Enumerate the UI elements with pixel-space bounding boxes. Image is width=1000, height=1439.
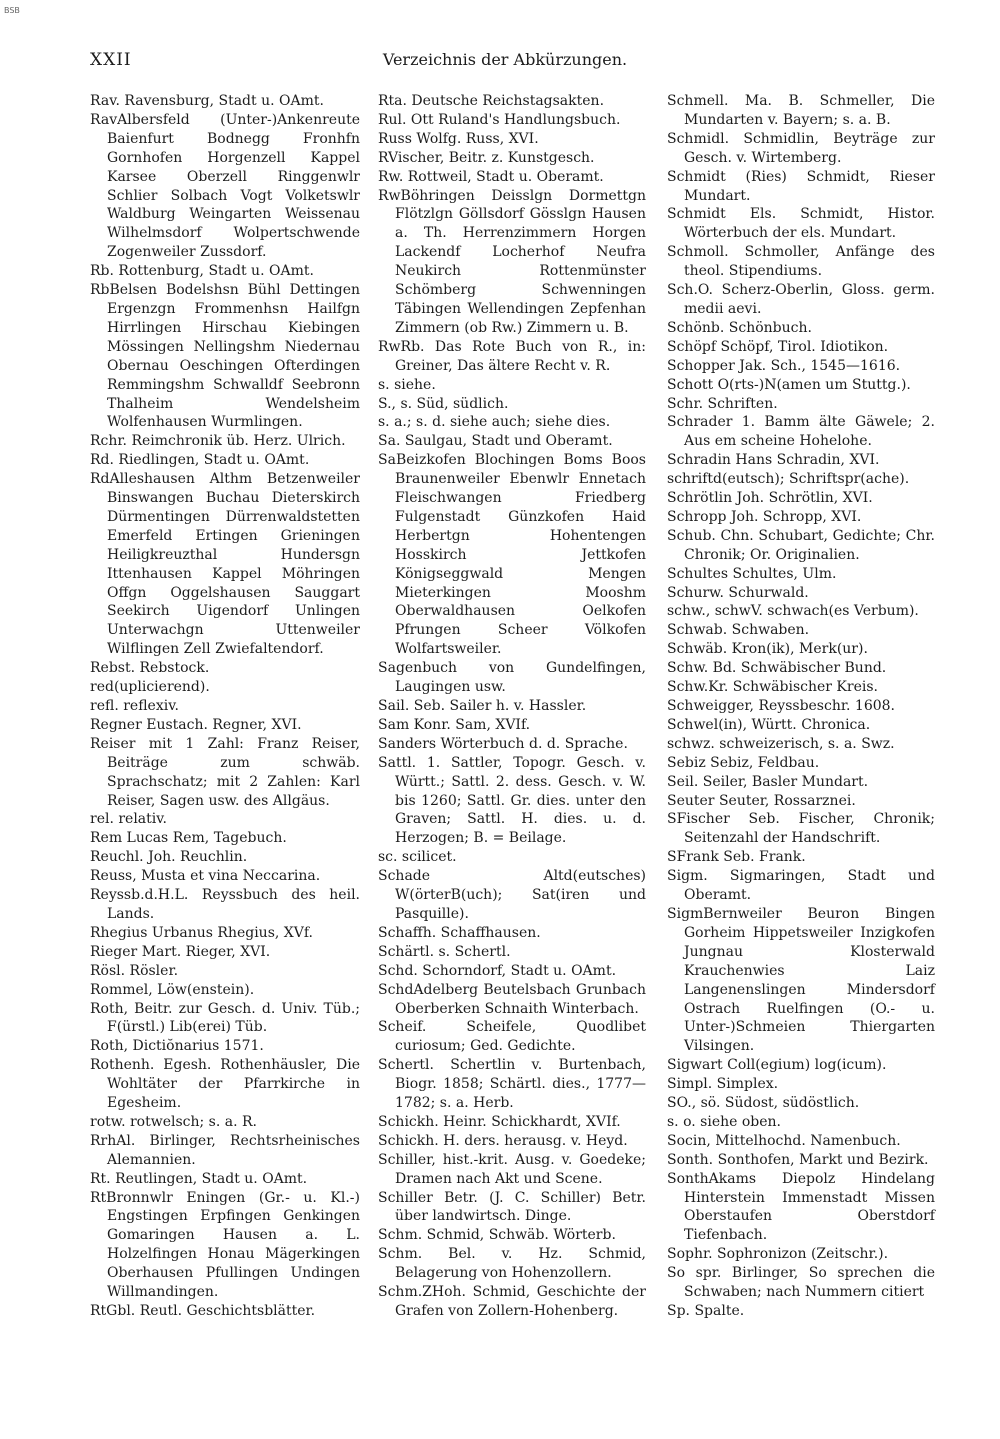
abbreviation-entry: Socin, Mittelhochd. Namenbuch. — [667, 1132, 901, 1149]
abbreviation-entry: Reiser mit 1 Zahl: Franz Reiser, Beiträge zum schwäb. Sprachschatz; mit 2 Zahlen: Karl Reiser, Sagen usw. des Allgäus. — [90, 735, 360, 809]
abbreviation-entry: Reuss, Musta et vina Neccarina. — [90, 868, 321, 885]
abbreviation-entry: Schmell. Ma. B. Schmeller, Die Mundarten v. Bayern; s. a. B. — [667, 93, 935, 128]
abbreviation-entry: Sp. Spalte. — [667, 1303, 745, 1319]
abbreviation-entry: Rta. Deutsche Reichstagsakten. — [378, 93, 605, 109]
abbreviation-entry: RVischer, Beitr. z. Kunstgesch. — [378, 149, 595, 166]
abbreviation-entry: Schertl. Schertlin v. Burtenbach, Biogr. 1858; Schärtl. dies., 1777—1782; s. a. Herb. — [378, 1057, 646, 1112]
abbreviation-entry: RtGbl. Reutl. Geschichtsblätter. — [90, 1303, 316, 1319]
abbreviation-entry: s. siehe. — [378, 376, 436, 393]
abbreviation-entry: rel. relativ. — [90, 811, 167, 828]
abbreviation-entry: Scheif. Scheifele, Quodlibet curiosum; Ged. Gedichte. — [378, 1019, 646, 1055]
abbreviation-entry: SchdAdelberg Beutelsbach Grunbach Oberberken Schnaith Winterbach. — [378, 981, 646, 1017]
abbreviation-entry: Schärtl. s. Schertl. — [378, 943, 511, 960]
abbreviation-entry: Rebst. Rebstock. — [90, 660, 210, 677]
abbreviation-entry: Sch.O. Scherz-Oberlin, Gloss. germ. medii aevi. — [667, 282, 935, 317]
abbreviation-entry: Schiller, hist.-krit. Ausg. v. Goedeke; Dramen nach Akt und Scene. — [378, 1151, 646, 1187]
abbreviation-entry: Schr. Schriften. — [667, 395, 778, 412]
abbreviation-entry: Sebiz Sebiz, Feldbau. — [667, 754, 820, 771]
abbreviation-entry: schw., schwV. schwach(es Verbum). — [667, 603, 919, 620]
abbreviation-entry: SonthAkams Diepolz Hindelang Hinterstein Immenstadt Missen Oberstaufen Oberstdorf Tiefenbach. — [667, 1170, 935, 1244]
abbreviation-entry: SFrank Seb. Frank. — [667, 849, 806, 866]
abbreviation-entry: Schmidl. Schmidlin, Beyträge zur Gesch. v. Wirtemberg. — [667, 130, 935, 166]
abbreviation-entry: Schropp Joh. Schropp, XVI. — [667, 508, 862, 525]
column-left — [90, 92, 360, 1321]
abbreviation-entry: Sigwart Coll(egium) log(icum). — [667, 1057, 887, 1074]
abbreviation-entry: Schickh. H. ders. herausg. v. Heyd. — [378, 1132, 628, 1149]
abbreviation-entry: SO., sö. Südost, südöstlich. — [667, 1095, 860, 1112]
abbreviation-entry: RbBelsen Bodelshsn Bühl Dettingen Ergenzgn Frommenhsn Hailfgn Hirrlingen Hirschau Kiebingen Mössingen Nellingshm Niedernau Obernau Oeschingen Ofterdingen Remmingshm Schwalldf Seebronn Thalheim Wendelsheim Wolfenhausen Wurmlingen. — [90, 282, 360, 431]
abbreviation-entry: Seil. Seiler, Basler Mundart. — [667, 773, 869, 790]
abbreviation-entry: Schradin Hans Schradin, XVI. — [667, 452, 880, 469]
abbreviation-entry: Schurw. Schurwald. — [667, 584, 809, 601]
abbreviation-entry: RrhAl. Birlinger, Rechtsrheinisches Alemannien. — [90, 1132, 360, 1168]
abbreviation-entry: Schwäb. Kron(ik), Merk(ur). — [667, 641, 868, 658]
abbreviation-entry: Schickh. Heinr. Schickhardt, XVIf. — [378, 1113, 621, 1130]
abbreviation-entry: Reyssb.d.H.L. Reyssbuch des heil. Lands. — [90, 887, 360, 922]
abbreviation-entry: Rem Lucas Rem, Tagebuch. — [90, 830, 287, 847]
abbreviation-entry: Schiller Betr. (J. C. Schiller) Betr. über landwirtsch. Dinge. — [378, 1189, 646, 1225]
abbreviation-entry: s. a.; s. d. siehe auch; siehe dies. — [378, 414, 611, 431]
abbreviation-entry: S., s. Süd, südlich. — [378, 395, 509, 412]
abbreviation-entry: Sophr. Sophronizon (Zeitschr.). — [667, 1246, 889, 1263]
abbreviation-entry: schwz. schweizerisch, s. a. Swz. — [667, 735, 895, 752]
abbreviation-entry: Schultes Schultes, Ulm. — [667, 565, 837, 582]
abbreviation-entry: Sanders Wörterbuch d. d. Sprache. — [378, 735, 628, 752]
abbreviation-entry: Schrötlin Joh. Schrötlin, XVI. — [667, 490, 873, 507]
abbreviation-entry: Reuchl. Joh. Reuchlin. — [90, 849, 248, 866]
abbreviation-entry: Rothenh. Egesh. Rothenhäusler, Die Wohltäter der Pfarrkirche in Egesheim. — [90, 1057, 360, 1112]
abbreviation-entry: Sagenbuch von Gundelfingen, Laugingen usw. — [378, 660, 646, 696]
column-right — [667, 92, 935, 1321]
abbreviation-entry: Seuter Seuter, Rossarznei. — [667, 792, 856, 809]
abbreviation-entry: Rd. Riedlingen, Stadt u. OAmt. — [90, 452, 310, 469]
abbreviation-entry: Schmoll. Schmoller, Anfänge des theol. Stipendiums. — [667, 244, 935, 280]
column-middle — [378, 92, 646, 1321]
abbreviation-entry: SFischer Seb. Fischer, Chronik; Seitenzahl der Handschrift. — [667, 811, 935, 847]
abbreviation-entry: Schwab. Schwaben. — [667, 622, 810, 639]
abbreviation-entry: Rul. Ott Ruland's Handlungsbuch. — [378, 111, 621, 128]
abbreviation-entry: Schmidt Els. Schmidt, Histor. Wörterbuch der els. Mundart. — [667, 206, 935, 242]
abbreviation-entry: Roth, Dictiŏnarius 1571. — [90, 1038, 264, 1055]
abbreviation-entry: Schw. Bd. Schwäbischer Bund. — [667, 660, 887, 677]
abbreviation-entry: Schm.ZHoh. Schmid, Geschichte der Grafen von Zollern-Hohenberg. — [378, 1284, 646, 1319]
abbreviation-entry: Schade Altd(eutsches) W(örterB(uch); Sat(iren und Pasquille). — [378, 868, 646, 922]
page-title: Verzeichnis der Abkürzungen. — [382, 50, 628, 69]
page-number: XXII — [90, 50, 132, 70]
abbreviation-entry: Regner Eustach. Regner, XVI. — [90, 716, 302, 733]
abbreviation-entry: rotw. rotwelsch; s. a. R. — [90, 1113, 257, 1130]
abbreviation-entry: Schw.Kr. Schwäbischer Kreis. — [667, 679, 878, 696]
abbreviation-entry: Simpl. Simplex. — [667, 1076, 779, 1093]
abbreviation-entry: Rhegius Urbanus Rhegius, XVf. — [90, 924, 313, 941]
abbreviation-entry: SaBeizkofen Blochingen Boms Boos Braunenweiler Ebenwlr Ennetach Fleischwangen Friedberg Fulgenstadt Günzkofen Haid Herbertgn Hohentengen Hosskirch Jettkofen Königseggwald Mengen Mieterkingen Mooshm Oberwaldhausen Oelkofen Pfrungen Scheer Völkofen Wolfartsweiler. — [378, 452, 646, 658]
abbreviation-entry: RdAlleshausen Althm Betzenweiler Binswangen Buchau Dieterskirch Dürmentingen Dürrenwaldstetten Emerfeld Ertingen Grieningen Heiligkreuzthal Hundersgn Ittenhausen Kappel Möhringen Offgn Oggelshausen Sauggart Seekirch Uigendorf Unlingen Unterwachgn Uttenweiler Wilflingen Zell Zwiefaltendorf. — [90, 471, 360, 658]
abbreviation-entry: Rt. Reutlingen, Stadt u. OAmt. — [90, 1170, 308, 1187]
library-mark: BSB — [4, 6, 20, 15]
abbreviation-entry: Sam Konr. Sam, XVIf. — [378, 716, 531, 733]
abbreviation-entry: sc. scilicet. — [378, 849, 457, 866]
abbreviation-entry: SigmBernweiler Beuron Bingen Gorheim Hippetsweiler Inzigkofen Jungnau Klosterwald Krauchenwies Laiz Langenenslingen Mindersdorf Ostrach Ruelfingen (O.- u. Unter-)Schmeien Thiergarten Vilsingen. — [667, 905, 935, 1055]
abbreviation-entry: Sattl. 1. Sattler, Topogr. Gesch. v. Württ.; Sattl. 2. dess. Gesch. v. W. bis 1260; Sattl. Gr. dies. unter den Graven; Sattl. H. dies. u. d. Herzogen; B. = Beilage. — [378, 754, 646, 847]
abbreviation-entry: Rav. Ravensburg, Stadt u. OAmt. — [90, 93, 324, 109]
abbreviation-entry: Schweigger, Reyssbeschr. 1608. — [667, 698, 895, 714]
abbreviation-entry: s. o. siehe oben. — [667, 1113, 782, 1130]
abbreviation-entry: Sigm. Sigmaringen, Stadt und Oberamt. — [667, 868, 935, 904]
abbreviation-entry: Schrader 1. Bamm älte Gäwele; 2. Aus em scheine Hohelohe. — [667, 414, 935, 450]
abbreviation-entry: Sail. Seb. Sailer h. v. Hassler. — [378, 698, 587, 714]
abbreviation-entry: Rchr. Reimchronik üb. Herz. Ulrich. — [90, 433, 346, 450]
abbreviation-entry: Schwel(in), Württ. Chronica. — [667, 716, 871, 733]
abbreviation-entry: Schd. Schorndorf, Stadt u. OAmt. — [378, 962, 617, 979]
abbreviation-entry: Schönb. Schönbuch. — [667, 319, 812, 336]
abbreviation-entry: So spr. Birlinger, So sprechen die Schwaben; nach Nummern citiert — [667, 1265, 935, 1301]
abbreviation-entry: Sa. Saulgau, Stadt und Oberamt. — [378, 433, 613, 450]
abbreviation-entry: Roth, Beitr. zur Gesch. d. Univ. Tüb.; F(ürstl.) Lib(erei) Tüb. — [90, 1000, 360, 1036]
abbreviation-entry: Schmidt (Ries) Schmidt, Rieser Mundart. — [667, 168, 935, 204]
abbreviation-entry: Rieger Mart. Rieger, XVI. — [90, 943, 271, 960]
abbreviation-entry: schriftd(eutsch); Schriftspr(ache). — [667, 471, 910, 488]
abbreviation-entry: Rb. Rottenburg, Stadt u. OAmt. — [90, 263, 314, 280]
abbreviation-entry: RwBöhringen Deisslgn Dormettgn Flötzlgn Göllsdorf Gösslgn Hausen a. Th. Herrenzimmern Horgen Lackendf Locherhof Neufra Neukirch Rottenmünster Schömberg Schwenningen Täbingen Wellendingen Zepfenhan Zimmern (ob Rw.) Zimmern u. B. — [378, 187, 646, 336]
abbreviation-entry: Schöpf Schöpf, Tirol. Idiotikon. — [667, 338, 889, 355]
abbreviation-entry: Schopper Jak. Sch., 1545—1616. — [667, 357, 901, 374]
abbreviation-entry: Rw. Rottweil, Stadt u. Oberamt. — [378, 168, 604, 185]
abbreviation-entry: Schaffh. Schaffhausen. — [378, 924, 541, 941]
abbreviation-entry: Russ Wolfg. Russ, XVI. — [378, 130, 539, 147]
abbreviation-entry: red(uplicierend). — [90, 679, 210, 696]
abbreviation-entry: Sonth. Sonthofen, Markt und Bezirk. — [667, 1151, 929, 1168]
abbreviation-entry: Rommel, Löw(enstein). — [90, 981, 255, 998]
abbreviation-entry: RtBronnwlr Eningen (Gr.- u. Kl.-) Engstingen Erpfingen Genkingen Gomaringen Hausen a. L. Holzelfingen Honau Mägerkingen Oberhausen Pfullingen Undingen Willmandingen. — [90, 1189, 360, 1301]
abbreviation-entry: Rösl. Rösler. — [90, 962, 179, 979]
abbreviation-entry: Schub. Chn. Schubart, Gedichte; Chr. Chronik; Or. Originalien. — [667, 527, 935, 563]
abbreviation-entry: Schm. Schmid, Schwäb. Wörterb. — [378, 1227, 616, 1244]
abbreviation-entry: RwRb. Das Rote Buch von R., in: Greiner, Das ältere Recht v. R. — [378, 338, 646, 374]
abbreviation-entry: Schott O(rts-)N(amen um Stuttg.). — [667, 376, 911, 393]
abbreviation-entry: refl. reflexiv. — [90, 698, 179, 714]
abbreviation-entry: Schm. Bel. v. Hz. Schmid, Belagerung von Hohenzollern. — [378, 1246, 646, 1282]
abbreviation-entry: RavAlbersfeld (Unter-)Ankenreute Baienfurt Bodnegg Fronhfn Gornhofen Horgenzell Kappel Karsee Oberzell Ringgenwlr Schlier Solbach Vogt Volketswlr Waldburg Weingarten Weissenau Wilhelmsdorf Wolpertschwende Zogenweiler Zussdorf. — [90, 111, 360, 261]
